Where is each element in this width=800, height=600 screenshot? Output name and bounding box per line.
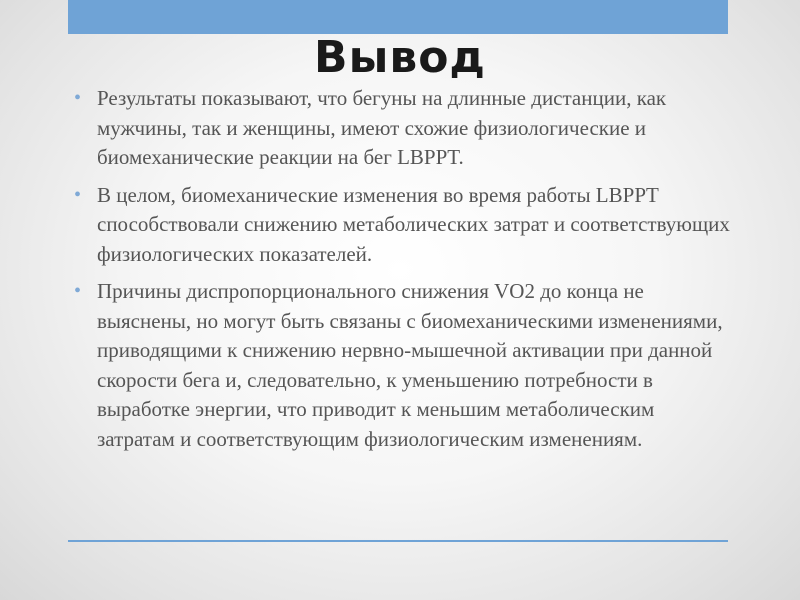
bullet-marker-icon: • <box>74 87 82 109</box>
slide-title: Вывод <box>314 32 486 83</box>
bullet-item-3 <box>72 277 732 454</box>
bullet-text-3: Причины диспропорционального снижения VO2 до конца не выяснены, но могут быть связаны с биомеханическими изменениями, приводящими к снижению нервно-мышечной активации при данной скорости бега и, следовательно, к уменьшению потребности в выработке энергии, что приводит к меньшим метаболическим затратам и соответствующим физиологическим изменениям. <box>97 279 723 451</box>
bullet-list <box>72 84 732 462</box>
bullet-marker-icon: • <box>74 183 82 206</box>
bullet-text-2: В целом, биомеханические изменения во время работы LBPPT способствовали снижению метаболических затрат и соответствующих физиологических показателей. <box>97 182 730 266</box>
bottom-divider <box>68 540 728 542</box>
bullet-item-2 <box>72 181 732 270</box>
bullet-marker-icon: • <box>74 280 82 302</box>
top-accent-bar <box>68 0 728 34</box>
bullet-item-1 <box>72 84 732 173</box>
bullet-text-1: Результаты показывают, что бегуны на длинные дистанции, как мужчины, так и женщины, имеют схожие физиологические и биомеханические реакции на бег LBPPT. <box>97 86 667 169</box>
